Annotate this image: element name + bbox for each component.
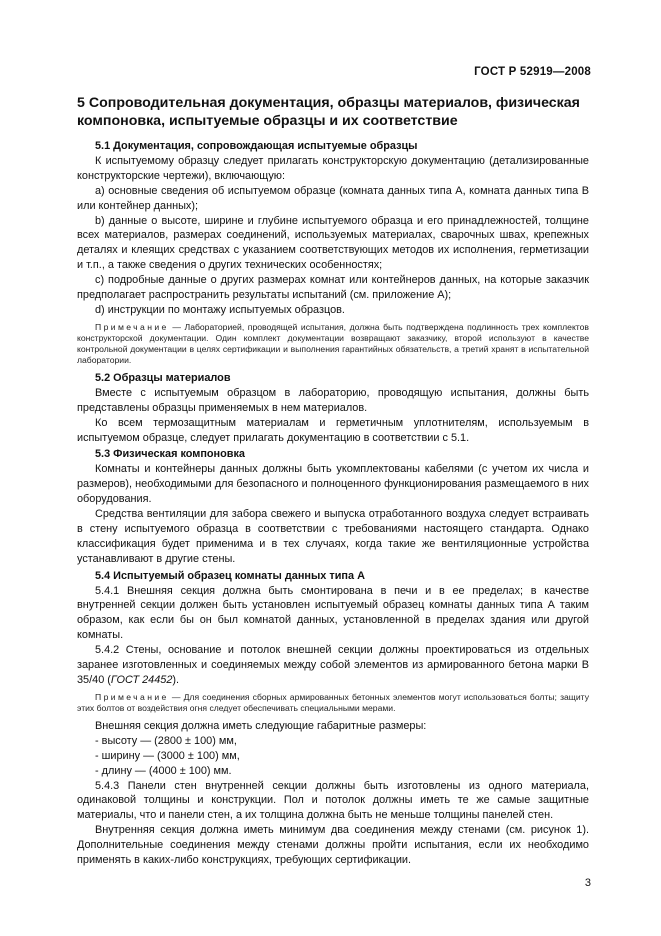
- paragraph-end: ).: [172, 674, 180, 686]
- heading-5-3: 5.3 Физическая компоновка: [95, 448, 245, 461]
- paragraph: [77, 643, 589, 688]
- paragraph-text: 5.4.2 Стены, основание и потолок внешней секции должны проектироваться из отдельных заранее изготовленных и соединяемых между собой элементов из армированного бетона марки В 35/40 (: [77, 644, 589, 686]
- list-item: а) основные сведения об испытуемом образце (комната данных типа А, комната данных типа В или контейнер данных);: [77, 184, 589, 212]
- paragraph: Комнаты и контейнеры данных должны быть укомплектованы кабелями (с учетом их числа и размеров), необходимыми для безопасного и полноценного функционирования размещаемого в них оборудования.: [77, 463, 589, 506]
- list-item: b) данные о высоте, ширине и глубине испытуемого образца и его принадлежностей, толщине всех материалов, размерах соединений, используемых материалах, сварочных швах, крепежных деталях и клеящих средствах с указанием соответствующих методов их исполнения, герметизации и т.п., а также сведения о других технических особенностях;: [77, 214, 589, 272]
- paragraph: К испытуемому образцу следует прилагать конструкторскую документацию (детализированные конструкторские чертежи), включающую:: [77, 154, 589, 182]
- paragraph: Средства вентиляции для забора свежего и выпуска отработанного воздуха следует встраивать в стену испытуемого образца в соответствии с требованиями настоящего стандарта. Однако классификация будет применима и в тех случаях, когда такие же вентиляционные устройства устанавливают в другие стены.: [77, 508, 589, 565]
- paragraph: Ко всем термозащитным материалам и герметичным уплотнителям, используемым в испытуемом образце, следует прилагать документацию в соответствии с 5.1.: [77, 416, 589, 444]
- heading-5-2: 5.2 Образцы материалов: [95, 371, 231, 384]
- note-label: Примечание: [95, 321, 169, 332]
- note-label: Примечание: [95, 691, 169, 702]
- heading-5-4: 5.4 Испытуемый образец комнаты данных типа А: [95, 569, 365, 582]
- paragraph: Вместе с испытуемым образцом в лабораторию, проводящую испытания, должны быть представлены образцы применяемых в нем материалов.: [77, 386, 589, 414]
- heading-5-1: 5.1 Документация, сопровождающая испытуемые образцы: [95, 140, 418, 152]
- dimension-item: - высоту — (2800 ± 100) мм,: [95, 734, 237, 747]
- paragraph: 5.4.1 Внешняя секция должна быть смонтирована в печи и в ее пределах; в качестве внутренней секции должен быть установлен испытуемый образец комнаты данных типа А таким образом, как если бы он был комнатой данных, установленной в пределах здания или другой комнаты.: [77, 584, 589, 642]
- paragraph: Внешняя секция должна иметь следующие габаритные размеры:: [95, 719, 427, 732]
- note-text: — Для соединения сборных армированных бетонных элементов могут использоваться болты; защиту этих болтов от воздействия огня следует обеспечивать специальными мерами.: [77, 691, 589, 713]
- note: [77, 322, 589, 366]
- paragraph: Внутренняя секция должна иметь минимум два соединения между стенами (см. рисунок 1). Дополнительные соединения между стенами должны пройти испытания, если их необходимо применять в каких-либо конструкциях, требующих сертификации.: [77, 824, 589, 867]
- list-item: с) подробные данные о других размерах комнат или контейнеров данных, на которые заказчик предполагает распространить результаты испытаний (см. приложение А);: [77, 274, 589, 302]
- list-item: d) инструкции по монтажу испытуемых образцов.: [95, 303, 345, 316]
- dimension-item: - ширину — (3000 ± 100) мм,: [95, 749, 240, 762]
- paragraph: 5.4.3 Панели стен внутренней секции должны быть изготовлены из одного материала, одинаковой толщины и конструкции. Пол и потолок должны иметь те же самые защитные материалы, что и панели стен, а их толщина должна быть не меньше толщины панелей стен.: [77, 779, 589, 822]
- page-content: [77, 137, 589, 868]
- standard-number: ГОСТ Р 52919—2008: [474, 66, 591, 78]
- page-number: 3: [584, 877, 591, 889]
- dimension-item: - длину — (4000 ± 100) мм.: [95, 764, 232, 777]
- note: [77, 692, 589, 714]
- section-title: 5 Сопроводительная документация, образцы материалов, физическая компоновка, испытуемые образцы и их соответствие: [77, 95, 580, 129]
- note-text: — Лабораторией, проводящей испытания, должна быть подтверждена подлинность трех комплектов конструкторской документации. Один комплект документации возвращают заказчику, второй используют в качестве контрольной документации в целях сертификации и выполнения гарантийных обязательств, а третий хранят в испытательной лаборатории.: [77, 321, 589, 365]
- standard-reference: ГОСТ 24452: [110, 674, 173, 686]
